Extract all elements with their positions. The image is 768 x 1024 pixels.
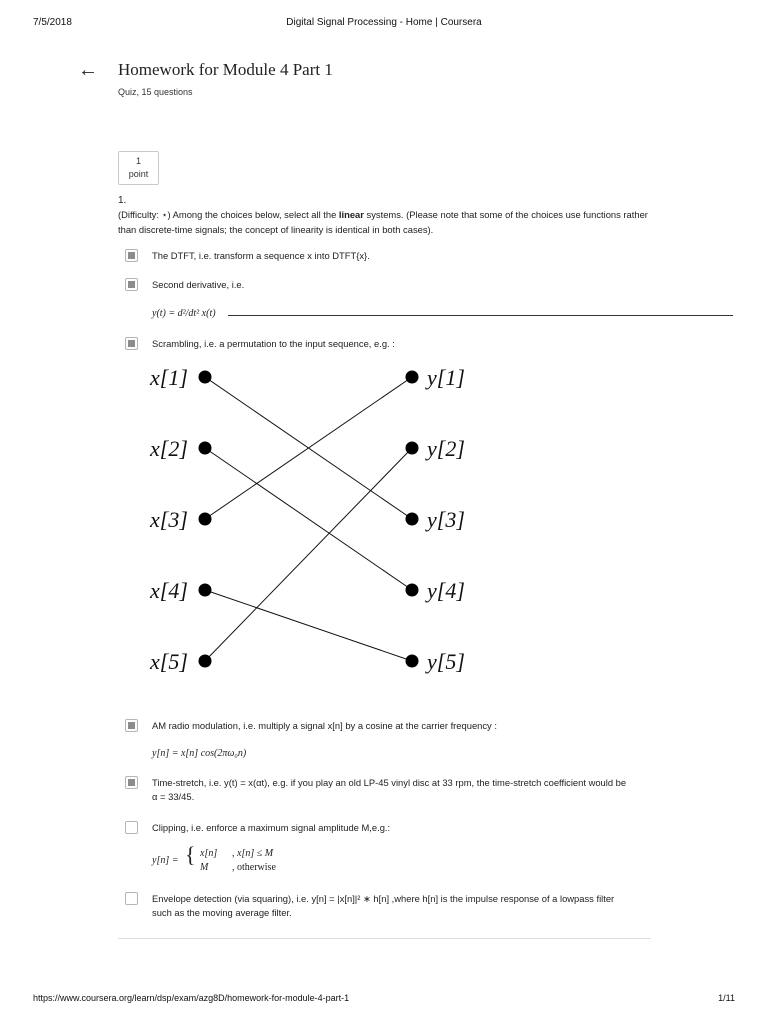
input-label: x[2] [150,436,188,461]
input-node [199,442,212,455]
option-time-stretch-checkbox[interactable] [125,776,138,789]
input-label: x[5] [150,649,188,674]
option-dtft-label: The DTFT, i.e. transform a sequence x into DTFT{x}. [152,250,370,261]
permutation-edge [205,590,412,661]
option-second-derivative-label: Second derivative, i.e. [152,279,245,290]
input-node [199,371,212,384]
print-date: 7/5/2018 [33,17,72,28]
clipping-lhs: y[n] = [152,855,179,866]
output-label: y[2] [427,436,465,461]
permutation-edge [205,448,412,661]
clipping-case1-condition: , x[n] ≤ M [232,848,274,859]
page-title: Homework for Module 4 Part 1 [118,60,333,79]
quiz-subtitle: Quiz, 15 questions [118,87,193,97]
output-label: y[1] [427,365,465,390]
option-clipping-checkbox[interactable] [125,821,138,834]
am-modulation-formula: y[n] = x[n] cos(2πω₀n) [152,748,247,759]
page-url: https://www.coursera.org/learn/dsp/exam/azg8D/homework-for-module-4-part-1 [33,993,350,1003]
page-number: 1/11 [718,993,735,1003]
output-label: y[4] [427,578,465,603]
output-node [406,442,419,455]
question-separator [118,938,651,939]
clipping-case1-value: x[n] [200,848,218,859]
clipping-formula [152,842,352,878]
question-number: 1. [118,195,127,206]
option-envelope-detection-label: Envelope detection (via squaring), i.e. y[n] = |x[n]|² ∗ h[n] ,where h[n] is the impulse response of a lowpass filter such as the moving average filter. [152,893,615,918]
second-derivative-formula: y(t) = d²/dt² x(t) [152,308,216,319]
output-node [406,513,419,526]
input-label: x[3] [150,507,188,532]
clipping-brace: { [185,842,196,867]
points-label: point [128,169,149,179]
question-text-suffix: systems. (Please note that some of the choices use functions rather than discrete-time signals; the concept of linearity is identical in both cases). [118,209,648,235]
points-value: 1 [135,156,141,166]
input-label: x[1] [150,365,188,390]
option-am-modulation-label: AM radio modulation, i.e. multiply a signal x[n] by a cosine at the carrier frequency : [152,720,497,731]
output-node [406,584,419,597]
output-label: y[5] [427,649,465,674]
option-time-stretch-label: Time-stretch, i.e. y(t) = x(αt), e.g. if you play an old LP-45 vinyl disc at 33 rpm, the time-stretch coefficient would be α = 33/45. [152,777,627,802]
output-node [406,655,419,668]
input-node [199,513,212,526]
option-am-modulation-checkbox[interactable] [125,719,138,732]
input-node [199,584,212,597]
input-node [199,655,212,668]
option-clipping-label: Clipping, i.e. enforce a maximum signal amplitude M,e.g.: [152,822,391,833]
option-scrambling-label: Scrambling, i.e. a permutation to the input sequence, e.g. : [152,338,395,349]
output-node [406,371,419,384]
option-envelope-detection-checkbox[interactable] [125,892,138,905]
output-label: y[3] [427,507,465,532]
permutation-edge [205,448,412,590]
question-text-prefix: (Difficulty: ⋆) Among the choices below, select all the [118,209,339,220]
input-label: x[4] [150,578,188,603]
clipping-case2-condition: , otherwise [232,862,276,873]
window-title: Digital Signal Processing - Home | Coursera [286,17,482,28]
arrow-left-icon[interactable]: ← [78,59,98,81]
question-text-bold: linear [338,209,364,220]
clipping-case2-value: M [200,862,209,873]
